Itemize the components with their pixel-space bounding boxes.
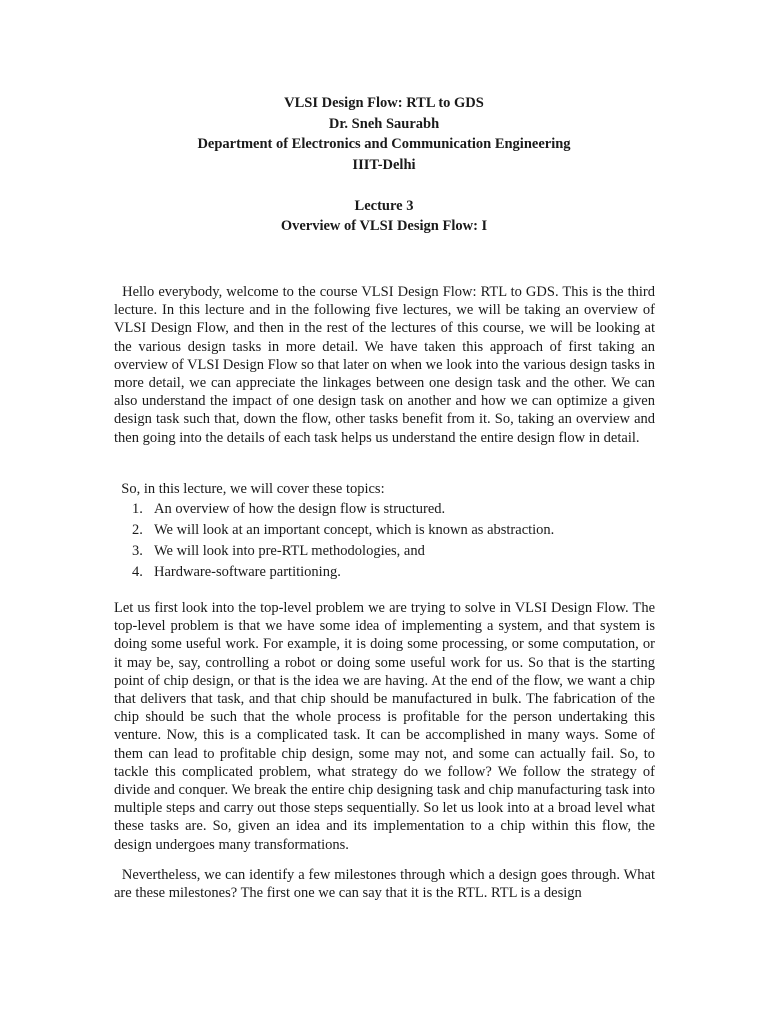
course-title: VLSI Design Flow: RTL to GDS bbox=[284, 95, 484, 111]
list-item-number: 3. bbox=[132, 543, 143, 560]
list-item-text: Hardware-software partitioning. bbox=[154, 564, 341, 581]
problem-paragraph-block bbox=[114, 599, 655, 854]
list-item-number: 1. bbox=[132, 501, 143, 518]
topics-list bbox=[114, 500, 655, 584]
lecture-title: Overview of VLSI Design Flow: I bbox=[280, 218, 488, 234]
milestones-paragraph-block bbox=[114, 866, 659, 902]
milestones-paragraph: Nevertheless, we can identify a few milestones through which a design goes through. What are these milestones? The first one we can say that it is the RTL. RTL is a design bbox=[114, 867, 659, 902]
list-item-text: We will look into pre-RTL methodologies, and bbox=[154, 543, 425, 560]
list-item bbox=[114, 500, 655, 521]
author-name: Dr. Sneh Saurabh bbox=[328, 115, 440, 132]
list-item bbox=[114, 542, 655, 563]
intro-paragraph-block bbox=[114, 283, 659, 447]
institute-name: IIIT-Delhi bbox=[352, 156, 416, 173]
topics-intro: So, in this lecture, we will cover these topics: bbox=[114, 481, 385, 497]
list-item bbox=[114, 563, 655, 584]
list-item-text: We will look at an important concept, which is known as abstraction. bbox=[154, 522, 555, 539]
problem-paragraph: Let us first look into the top-level problem we are trying to solve in VLSI Design Flow. The top-level problem is that we have some idea of implementing a system, and that system is doing some useful work. For example, it is doing some processing, or some computation, or it may be, say, controlling a robot or doing some useful work for us. So that is the starting point of chip design, or that is the idea we are having. At the end of the flow, we want a chip that delivers that task, and that chip should be manufactured in bulk. The fabrication of the chip should be such that the whole process is profitable for the person undertaking this venture. Now, this is a complicated task. It can be accomplished in many ways. Some of them can lead to profitable chip design, some may not, and some can actually fail. So, to tackle this complicated problem, what strategy do we follow? We follow the strategy of divide and conquer. We break the entire chip designing task and chip manufacturing task into multiple steps and carry out those steps sequentially. So let us look into at a broad level what these tasks are. So, given an idea and its implementation to a chip within this flow, the design undergoes many transformations. bbox=[114, 600, 655, 853]
department-name: Department of Electronics and Communication Engineering bbox=[197, 136, 571, 152]
list-item-number: 2. bbox=[132, 522, 143, 539]
topics-block bbox=[114, 480, 655, 584]
list-item-number: 4. bbox=[132, 564, 143, 581]
header-spacer bbox=[0, 175, 768, 196]
document-header bbox=[0, 93, 768, 237]
lecture-number: Lecture 3 bbox=[354, 197, 414, 214]
list-item-text: An overview of how the design flow is structured. bbox=[154, 501, 446, 518]
intro-paragraph: Hello everybody, welcome to the course VLSI Design Flow: RTL to GDS. This is the third lecture. In this lecture and in the following five lectures, we will be taking an overview of VLSI Design Flow, and then in the rest of the lectures of this course, we will be looking at the various design tasks in more detail. We have taken this approach of first taking an overview of VLSI Design Flow so that later on when we look into the various design tasks in more detail, we can appreciate the linkages between one design task and the other. We can also understand the impact of one design task on another and how we can optimize a given design task such that, down the flow, other tasks benefit from it. So, taking an overview and then going into the details of each task helps us understand the entire design flow in detail. bbox=[114, 284, 659, 446]
list-item bbox=[114, 521, 655, 542]
